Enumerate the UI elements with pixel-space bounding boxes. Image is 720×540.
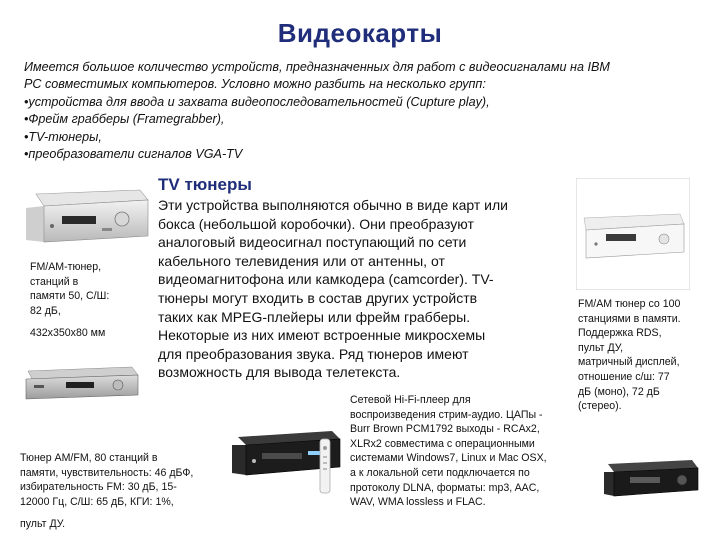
tv-text-line: для преобразования звука. Ряд тюнеров имеют xyxy=(158,345,469,362)
caption-line: системами Windows7, Linux и Mac OSX, xyxy=(350,452,547,465)
caption-bottom-center xyxy=(350,393,547,510)
caption-line: пульт ДУ. xyxy=(20,518,66,531)
intro-line: •Фрейм грабберы (Framegrabber), xyxy=(24,112,225,127)
caption-line: FM/AM-тюнер, xyxy=(30,261,102,273)
tv-text-line: аналоговый видеосигнал поступающий по сети xyxy=(158,234,467,251)
caption-bottom-left xyxy=(20,451,193,532)
tv-text-line: видеомагнитофона или камкодера (camcorder). TV- xyxy=(158,271,494,288)
caption-line: дБ (моно), 72 дБ xyxy=(578,385,660,398)
caption-line: избирательность FM: 30 дБ, 15- xyxy=(20,481,177,494)
caption-line: Тюнер AM/FM, 80 станций в xyxy=(20,452,158,464)
caption-line: 12000 Гц, С/Ш: 65 дБ, КГИ: 1%, xyxy=(20,495,174,508)
caption-line: пульт ДУ, xyxy=(578,341,624,354)
caption-line: протоколу DLNA, форматы: mp3, AAC, xyxy=(350,481,540,494)
caption-right xyxy=(578,297,681,414)
tv-text-line: тюнеры могут входить в состав других устройств xyxy=(158,289,478,306)
tuner-white-icon xyxy=(576,178,690,290)
caption-line: (стерео). xyxy=(578,400,622,413)
tuner-silver-icon xyxy=(22,186,150,252)
intro-line: •преобразователи сигналов VGA-TV xyxy=(24,147,243,162)
tv-text-line: бокса (небольшой коробочки). Они преобразуют xyxy=(158,215,474,232)
intro-line: •устройства для ввода и захвата видеопоследовательностей (Cupture play), xyxy=(24,94,490,109)
caption-line: а к локальной сети подключается по xyxy=(350,466,530,479)
intro-line: •TV-тюнеры, xyxy=(24,129,102,144)
tuner-gray-icon xyxy=(22,363,140,405)
caption-line: FM/AM тюнер со 100 xyxy=(578,298,681,310)
caption-line: XLRx2 совместима с операционными xyxy=(350,437,535,450)
caption-left-top xyxy=(30,260,109,341)
page-title: Видеокарты xyxy=(277,18,443,48)
intro-line: PC совместимых компьютеров. Условно можно разбить на несколько групп: xyxy=(24,77,486,92)
caption-line: памяти, чувствительность: 46 дБФ, xyxy=(20,466,194,479)
caption-line: 432x350x80 мм xyxy=(30,327,106,340)
caption-line xyxy=(30,318,109,326)
intro-text xyxy=(24,59,694,163)
tv-text-line: таких как MPEG-плейеры или фрейм грабберы. xyxy=(158,308,471,325)
tv-text-line: возможность для вывода телетекста. xyxy=(158,364,401,381)
caption-line: отношение с/ш: 77 xyxy=(578,370,670,383)
caption-line xyxy=(20,509,193,517)
caption-line: станций в xyxy=(30,275,79,288)
tv-text-line: Некоторые из них имеют встроенные микросхемы xyxy=(158,327,486,344)
intro-line: Имеется большое количество устройств, предназначенных для работ с видеосигналами на IBM xyxy=(24,60,610,74)
tv-description xyxy=(158,196,578,382)
caption-line: памяти 50, С/Ш: xyxy=(30,290,110,303)
caption-line: станциями в памяти. xyxy=(578,312,681,325)
tuner-black-icon xyxy=(598,404,704,532)
remote-control-icon xyxy=(318,438,332,494)
caption-line: Burr Brown PCM1792 выходы - RCAx2, xyxy=(350,423,540,436)
tv-section-title: TV тюнеры xyxy=(158,175,252,194)
caption-line: воспроизведения стрим-аудио. ЦАПы - xyxy=(350,408,543,421)
caption-line: WAV, WMA lossless и FLAC. xyxy=(350,496,486,509)
tv-text-line: кабельного телевидения или от антенны, от xyxy=(158,252,445,269)
tv-text-line: Эти устройства выполняются обычно в виде карт или xyxy=(158,197,508,213)
caption-line: матричный дисплей, xyxy=(578,356,680,369)
caption-line: Сетевой Hi-Fi-плеер для xyxy=(350,394,471,406)
caption-line: Поддержка RDS, xyxy=(578,327,662,340)
caption-line: 82 дБ, xyxy=(30,304,61,317)
